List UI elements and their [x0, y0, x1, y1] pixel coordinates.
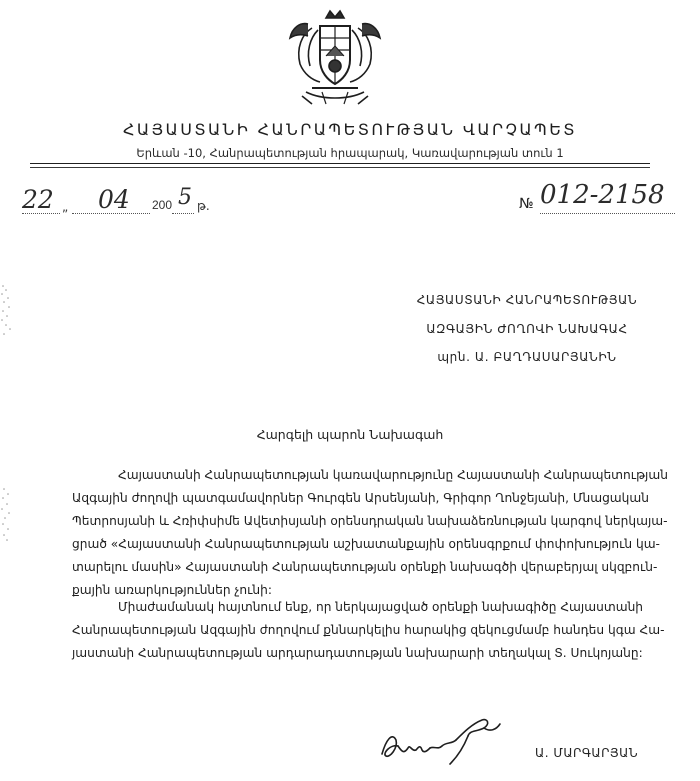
date-day: 22	[22, 185, 54, 214]
reference-number: 012-2158	[540, 180, 665, 210]
date-year-digit: 5	[178, 185, 192, 210]
body-line: ցրած «Հայաստանի Հանրապետության աշխատանքային օրենսգրքում փոփոխություն կա-	[72, 537, 660, 551]
reference-number-label: №	[519, 196, 534, 212]
body-line: քային առարկություններ չունի:	[72, 583, 272, 597]
body-line: յաստանի Հանրապետության արդարադատության նախարարի տեղակալ Տ. Սուկոյանը:	[72, 646, 643, 660]
reference-number-line	[540, 213, 675, 214]
body-line: Հայաստանի Հանրապետության կառավարությունը Հայաստանի Հանրապետության	[118, 468, 668, 482]
organization-address: Երևան -10, Հանրապետության հրապարակ, Կառավարության տուն 1	[136, 146, 564, 160]
body-line: տարելու մասին» Հայաստանի Հանրապետության օրենքի նախագծի վերաբերյալ սկզբուն-	[72, 560, 658, 574]
addressee-line-3: պրն. Ա. ԲԱՂԴԱՍԱՐՅԱՆԻՆ	[437, 350, 617, 364]
scan-speckle	[0, 280, 22, 340]
coat-of-arms-emblem	[282, 8, 388, 108]
date-quote-mark: „	[62, 200, 69, 214]
date-year-suffix: թ.	[197, 199, 210, 213]
signer-name: Ա. ՄԱՐԳԱՐՅԱՆ	[535, 746, 639, 760]
date-year-prefix: 200	[152, 198, 173, 212]
organization-title: ՀԱՅԱՍՏԱՆԻ ՀԱՆՐԱՊԵՏՈՒԹՅԱՆ ՎԱՐՉԱՊԵՏ	[123, 120, 577, 139]
body-paragraph-2	[72, 596, 665, 665]
scan-speckle	[0, 485, 22, 545]
date-month-line	[72, 213, 150, 214]
body-line: Միաժամանակ հայտնում ենք, որ ներկայացված օրենքի նախագիծը Հայաստանի	[118, 600, 644, 614]
handwritten-signature	[372, 710, 512, 770]
body-paragraph-1	[72, 464, 668, 602]
body-line: Ազգային ժողովի պատգամավորներ Գուրգեն Արսենյանի, Գրիգոր Ղոնջեյանի, Մնացական	[72, 491, 649, 505]
date-day-line	[22, 213, 60, 214]
salutation: Հարգելի պարոն Նախագահ	[256, 427, 444, 442]
header-divider-thick	[30, 163, 650, 164]
addressee-line-1: ՀԱՅԱՍՏԱՆԻ ՀԱՆՐԱՊԵՏՈՒԹՅԱՆ	[416, 293, 638, 307]
date-month: 04	[98, 185, 130, 214]
header-divider-thin	[30, 167, 650, 168]
body-line: Հանրապետության Ազգային ժողովում քննարկելիս հարակից զեկուցմամբ հանդես կգա Հա-	[72, 623, 665, 637]
addressee-line-2: ԱԶԳԱՅԻՆ ԺՈՂՈՎԻ ՆԱԽԱԳԱՀ	[426, 322, 628, 336]
date-year-line	[172, 213, 194, 214]
body-line: Պետրոսյանի և Հռիփսիմե Ավետիսյանի օրենսդրական նախաձեռնության կարգով ներկայա-	[72, 514, 668, 528]
